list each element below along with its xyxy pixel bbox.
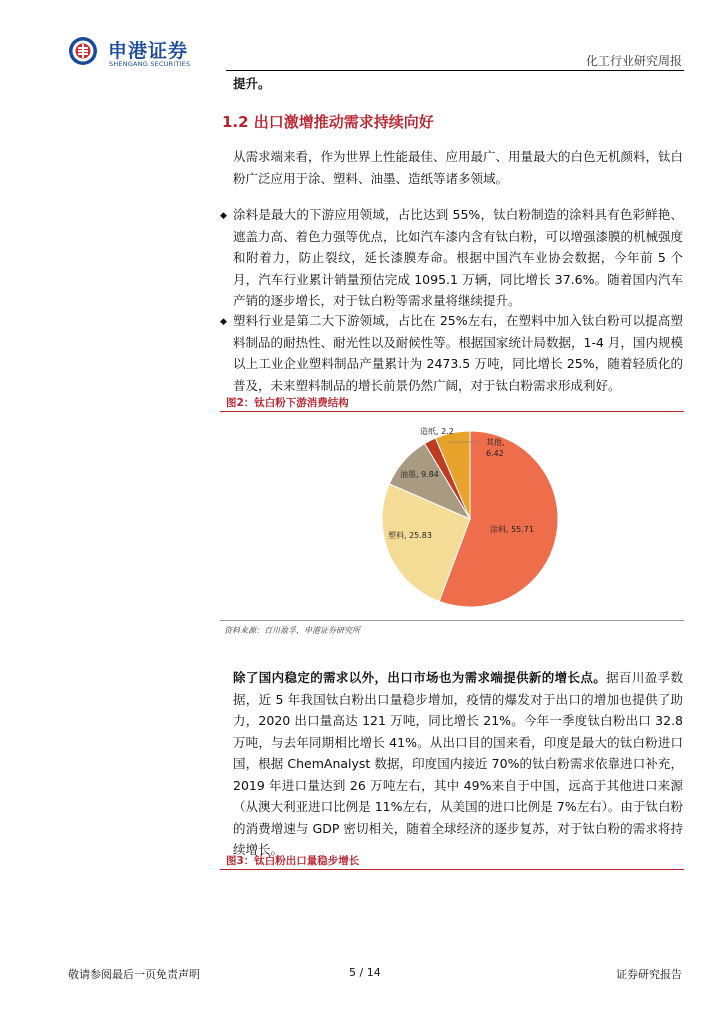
logo-english-name: SHENGANG SECURITIES <box>109 60 191 68</box>
figure2-top-rule <box>220 411 684 412</box>
report-type-label: 化工行业研究周报 <box>585 54 682 68</box>
footer-page-number: 5 / 14 <box>349 966 381 979</box>
header-divider <box>226 70 684 71</box>
footer-disclaimer: 敬请参阅最后一页免责声明 <box>68 968 200 981</box>
pie-chart <box>220 414 684 614</box>
diamond-bullet-icon: ◆ <box>220 317 227 327</box>
company-logo <box>68 34 198 74</box>
paragraph-export-lead: 除了国内稳定的需求以外，出口市场也为需求端提供新的增长点。 <box>233 670 607 685</box>
logo-emblem-icon <box>68 36 98 66</box>
slice-label-other-2: 6.42 <box>486 449 504 458</box>
paragraph-export-body: 据百川盈孚数据，近 5 年我国钛白粉出口量稳步增加，疫情的爆发对于出口的增加也提供了助力，2020 出口量高达 121 万吨，同比增长 21%。今年一季度钛白粉出口 32.8 万吨，与去年同期相比增长 41%。从出口目的国来看，印度是最大的钛白粉进口国，根据 ChemAnalyst 数据，印度国内接近 70%的钛白粉需求依靠进口补充，2019 年进口量达到 26 万吨左右，其中 49%来自于中国，远高于其他进口来源（从澳大利亚进口比例是 11%左右，从美国的进口比例是 7%左右）。由于钛白粉的消费增速与 GDP 密切相关，随着全球经济的逐步复苏，对于钛白粉的需求将持续增长。 <box>233 670 683 857</box>
section-title: 1.2 出口激增推动需求持续向好 <box>222 113 434 131</box>
figure3-title: 图3：钛白粉出口量稳步增长 <box>226 855 360 867</box>
figure2-bottom-rule <box>220 620 684 621</box>
footer-report-label: 证券研究报告 <box>616 968 682 981</box>
bullet-plastics-text: 塑料行业是第二大下游领域，占比在 25%左右，在塑料中加入钛白粉可以提高塑料制品的耐热性、耐光性以及耐候性等。根据国家统计局数据，1-4 月，国内规模以上工业企业塑料制品产量累计为 2473.5 万吨，同比增长 25%，随着轻质化的普及，未来塑料制品的增长前景仍然广阔，对于钛白粉需求形成利好。 <box>233 313 683 393</box>
figure3-top-rule <box>220 869 684 870</box>
figure2-source: 资料来源：百川盈孚，申港证券研究所 <box>224 626 360 635</box>
diamond-bullet-icon: ◆ <box>220 211 227 221</box>
logo-chinese-name: 申港证券 <box>108 40 189 62</box>
slice-label-other-1: 其他, <box>486 438 505 447</box>
slice-label-plastics: 塑料, 25.83 <box>388 531 432 540</box>
slice-label-paper: 造纸, 2.2 <box>420 427 454 436</box>
paragraph-demand-overview: 从需求端来看，作为世界上性能最佳、应用最广、用量最大的白色无机颜料，钛白粉广泛应用于涂、塑料、油墨、造纸等诸多领域。 <box>233 149 684 186</box>
pie-slices <box>382 431 558 607</box>
slice-label-coatings: 涂料, 55.71 <box>490 525 534 534</box>
figure2-title: 图2：钛白粉下游消费结构 <box>226 397 349 409</box>
intro-fragment: 提升。 <box>233 76 271 91</box>
bullet-coatings-text: 涂料是最大的下游应用领域，占比达到 55%，钛白粉制造的涂料具有色彩鲜艳、遮盖力高、着色力强等优点，比如汽车漆内含有钛白粉，可以增强漆膜的机械强度和附着力，防止裂纹，延长漆膜寿命。根据中国汽车业协会数据，今年前 5 个月，汽车行业累计销量预估完成 1095.1 万辆，同比增长 37.6%。随着国内汽车产销的逐步增长，对于钛白粉等需求量将继续提升。 <box>233 207 684 308</box>
paragraph-export-growth <box>233 667 683 861</box>
slice-label-ink: 油墨, 9.84 <box>400 470 439 479</box>
